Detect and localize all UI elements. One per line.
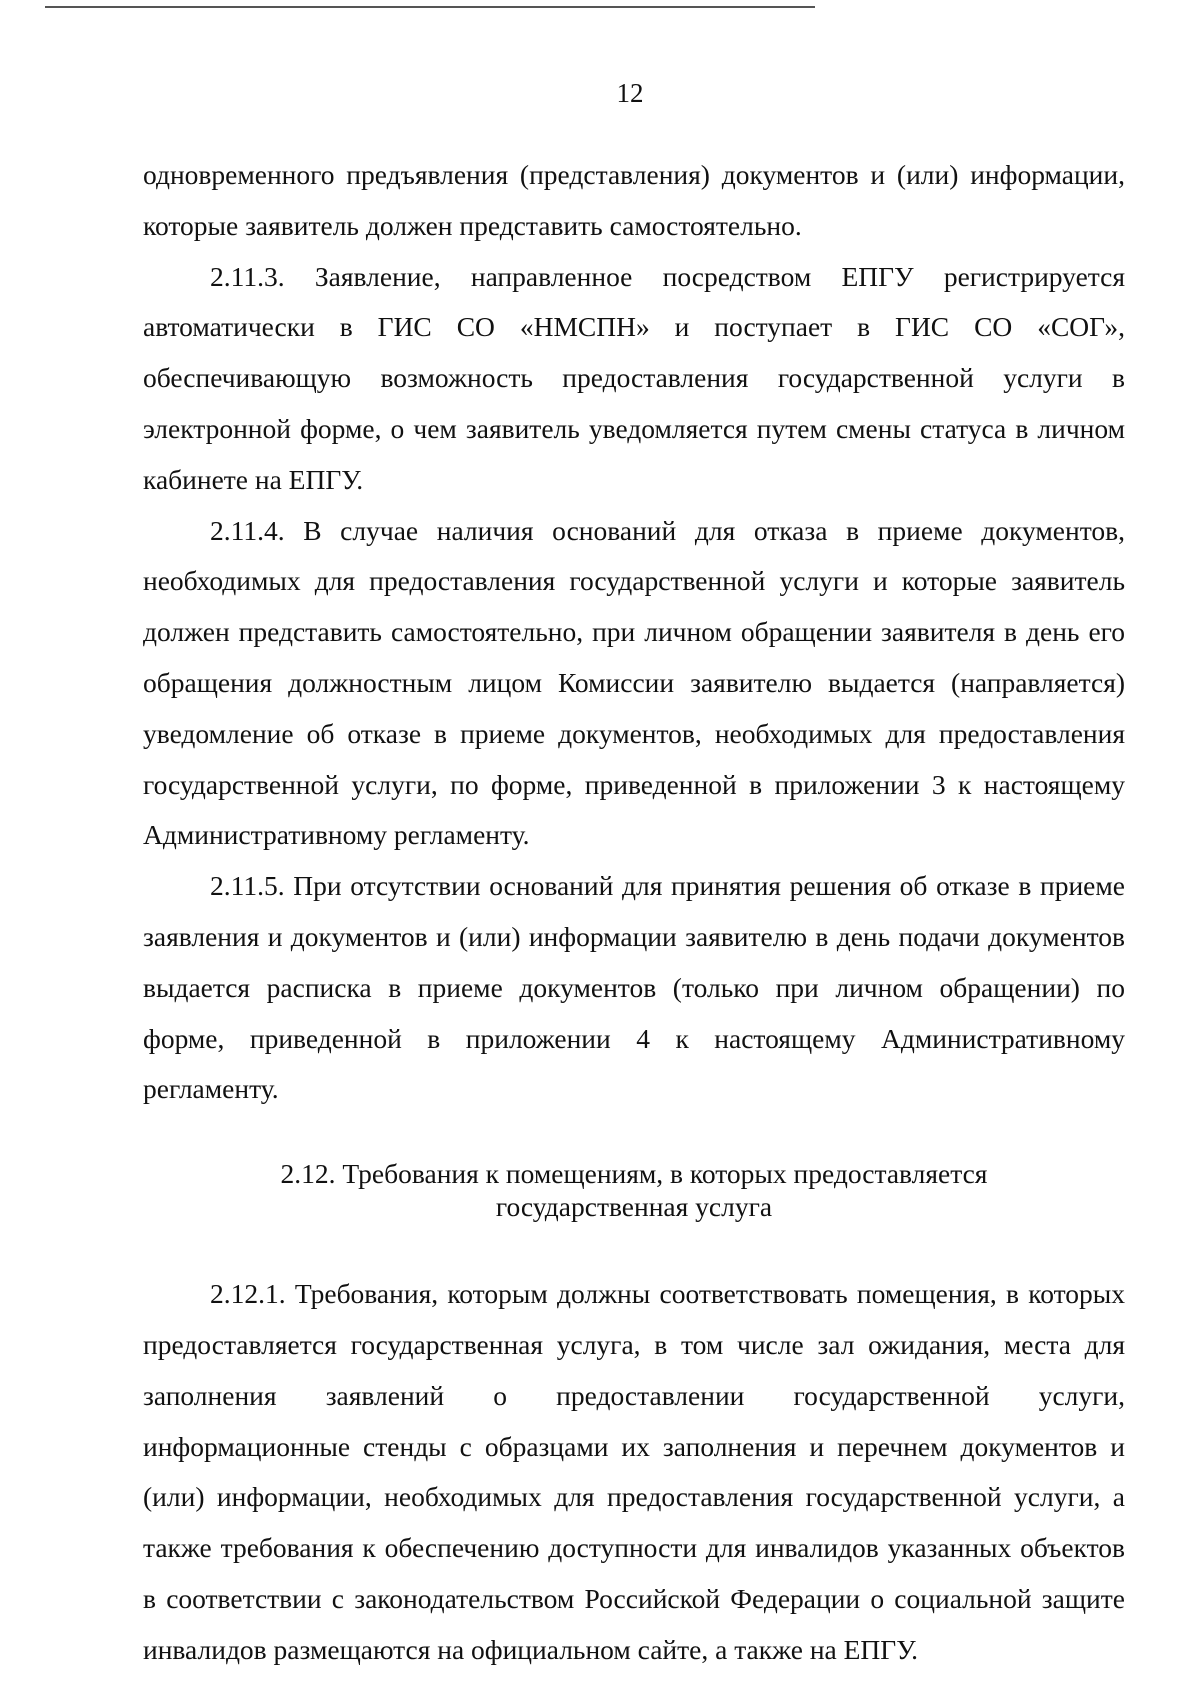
paragraph-2-11-3: 2.11.3. Заявление, направленное посредством ЕПГУ регистрируется автоматически в ГИС СО «НМСПН» и поступает в ГИС СО «СОГ», обеспечивающую возможность предоставления государственной услуги в электронной форме, о чем заявитель уведомляется путем смены статуса в личном кабинете на ЕПГУ.: [143, 260, 1125, 495]
paragraph-continuation: одновременного предъявления (представления) документов и (или) информации, которые заявитель должен представить самостоятельно.: [143, 159, 1125, 241]
page-number: 12: [616, 78, 644, 108]
paragraph-2-12-1: 2.12.1. Требования, которым должны соответствовать помещения, в которых предоставляется государственная услуга, в том числе зал ожидания, места для заполнения заявлений о предоставлении государственной услуги, информационные стенды с образцами их заполнения и перечнем документов и (или) информации, необходимых для предоставления государственной услуги, а также требования к обеспечению доступности для инвалидов указанных объектов в соответствии с законодательством Российской Федерации о социальной защите инвалидов размещаются на официальном сайте, а также на ЕПГУ.: [143, 1278, 1125, 1665]
paragraph-2-11-5: 2.11.5. При отсутствии оснований для принятия решения об отказе в приеме заявления и документов и (или) информации заявителю в день подачи документов выдается расписка в приеме документов (только при личном обращении) по форме, приведенной в приложении 4 к настоящему Административному регламенту.: [143, 870, 1125, 1105]
section-heading-line-1: 2.12. Требования к помещениям, в которых предоставляется: [280, 1158, 988, 1190]
section-heading-line-2: государственная услуга: [495, 1191, 773, 1223]
paragraph-2-11-4: 2.11.4. В случае наличия оснований для отказа в приеме документов, необходимых для предоставления государственной услуги и которые заявитель должен представить самостоятельно, при личном обращении заявителя в день его обращения должностным лицом Комиссии заявителю выдается (направляется) уведомление об отказе в приеме документов, необходимых для предоставления государственной услуги, по форме, приведенной в приложении 3 к настоящему Административному регламенту.: [143, 514, 1125, 851]
section-heading-2-12: [143, 1157, 1125, 1223]
top-rule-line: [45, 6, 815, 8]
document-body: [143, 150, 1125, 1676]
